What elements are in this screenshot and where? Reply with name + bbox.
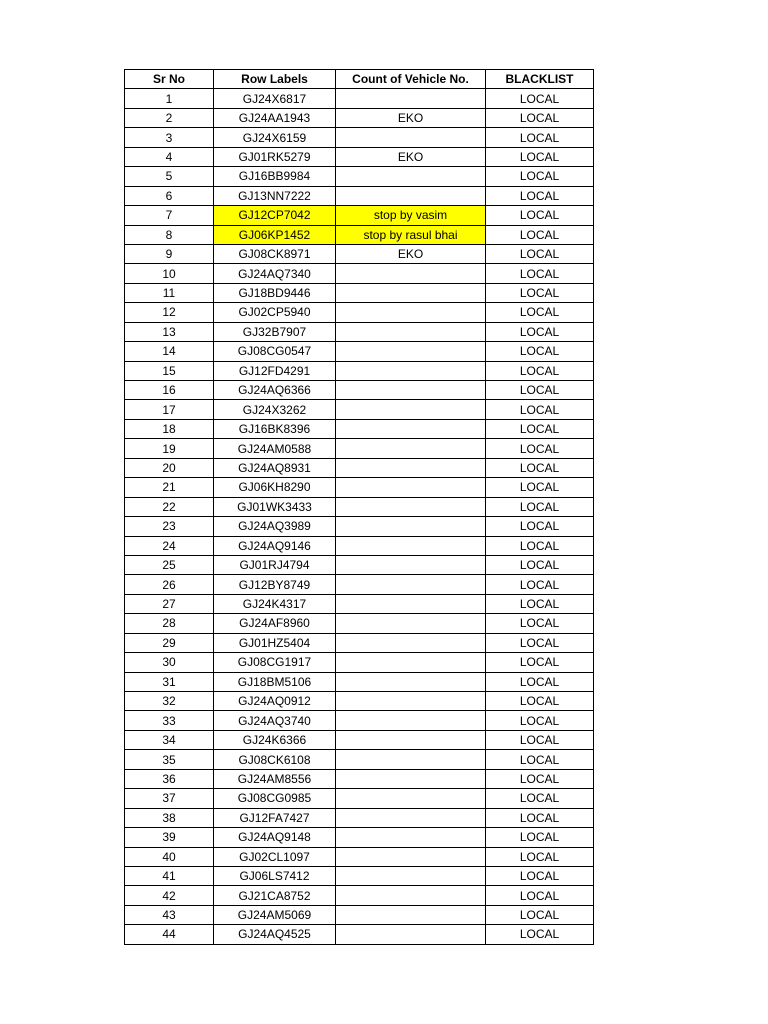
cell-sr-no[interactable]: 11 (125, 283, 214, 302)
cell-blacklist[interactable]: LOCAL (486, 672, 594, 691)
cell-row-label[interactable]: GJ32B7907 (214, 322, 336, 341)
table-row (125, 536, 594, 555)
cell-row-label[interactable]: GJ01HZ5404 (214, 633, 336, 652)
cell-sr-no[interactable]: 20 (125, 458, 214, 477)
cell-sr-no[interactable]: 16 (125, 381, 214, 400)
cell-row-label[interactable]: GJ16BK8396 (214, 419, 336, 438)
cell-count[interactable] (336, 692, 486, 711)
cell-sr-no[interactable]: 27 (125, 594, 214, 613)
table-row (125, 458, 594, 477)
cell-row-label[interactable]: GJ24AQ8931 (214, 458, 336, 477)
table-row (125, 886, 594, 905)
cell-blacklist[interactable]: LOCAL (486, 381, 594, 400)
cell-count[interactable] (336, 789, 486, 808)
table-row (125, 400, 594, 419)
cell-row-label[interactable]: GJ13NN7222 (214, 186, 336, 205)
cell-row-label[interactable]: GJ24AQ0912 (214, 692, 336, 711)
cell-blacklist[interactable]: LOCAL (486, 711, 594, 730)
cell-row-label[interactable]: GJ12FA7427 (214, 808, 336, 827)
cell-blacklist[interactable]: LOCAL (486, 206, 594, 225)
cell-count[interactable] (336, 439, 486, 458)
cell-count[interactable] (336, 128, 486, 147)
cell-row-label[interactable]: GJ08CG0985 (214, 789, 336, 808)
cell-blacklist[interactable]: LOCAL (486, 692, 594, 711)
cell-count[interactable] (336, 361, 486, 380)
cell-sr-no[interactable]: 6 (125, 186, 214, 205)
cell-sr-no[interactable]: 33 (125, 711, 214, 730)
table-row (125, 128, 594, 147)
cell-blacklist[interactable]: LOCAL (486, 89, 594, 108)
cell-sr-no[interactable]: 14 (125, 342, 214, 361)
cell-count[interactable] (336, 575, 486, 594)
table-row (125, 108, 594, 127)
cell-blacklist[interactable]: LOCAL (486, 789, 594, 808)
cell-row-label[interactable]: GJ24K6366 (214, 730, 336, 749)
table-row (125, 381, 594, 400)
table-row (125, 633, 594, 652)
cell-blacklist[interactable]: LOCAL (486, 828, 594, 847)
cell-count[interactable] (336, 536, 486, 555)
cell-sr-no[interactable]: 41 (125, 866, 214, 885)
table-row (125, 89, 594, 108)
cell-blacklist[interactable]: LOCAL (486, 264, 594, 283)
cell-count[interactable] (336, 478, 486, 497)
table-row (125, 147, 594, 166)
table-row (125, 517, 594, 536)
table-row (125, 439, 594, 458)
cell-count[interactable] (336, 167, 486, 186)
cell-sr-no[interactable]: 23 (125, 517, 214, 536)
table-row (125, 419, 594, 438)
header-blacklist[interactable]: BLACKLIST (486, 70, 594, 89)
table-row (125, 555, 594, 574)
cell-sr-no[interactable]: 7 (125, 206, 214, 225)
cell-count[interactable] (336, 750, 486, 769)
cell-blacklist[interactable]: LOCAL (486, 419, 594, 438)
cell-sr-no[interactable]: 1 (125, 89, 214, 108)
table-row (125, 730, 594, 749)
cell-sr-no[interactable]: 3 (125, 128, 214, 147)
cell-count[interactable]: stop by rasul bhai (336, 225, 486, 244)
cell-sr-no[interactable]: 37 (125, 789, 214, 808)
table-row (125, 692, 594, 711)
cell-sr-no[interactable]: 29 (125, 633, 214, 652)
cell-sr-no[interactable]: 12 (125, 303, 214, 322)
cell-blacklist[interactable]: LOCAL (486, 575, 594, 594)
cell-blacklist[interactable]: LOCAL (486, 147, 594, 166)
cell-count[interactable] (336, 711, 486, 730)
cell-sr-no[interactable]: 34 (125, 730, 214, 749)
cell-sr-no[interactable]: 30 (125, 653, 214, 672)
cell-blacklist[interactable]: LOCAL (486, 225, 594, 244)
cell-count[interactable] (336, 866, 486, 885)
cell-blacklist[interactable]: LOCAL (486, 594, 594, 613)
table-row (125, 244, 594, 263)
cell-count[interactable] (336, 303, 486, 322)
cell-row-label[interactable]: GJ24AQ9148 (214, 828, 336, 847)
cell-sr-no[interactable]: 25 (125, 555, 214, 574)
cell-blacklist[interactable]: LOCAL (486, 283, 594, 302)
cell-blacklist[interactable]: LOCAL (486, 517, 594, 536)
cell-count[interactable]: stop by vasim (336, 206, 486, 225)
header-sr-no[interactable]: Sr No (125, 70, 214, 89)
cell-count[interactable] (336, 847, 486, 866)
cell-count[interactable]: EKO (336, 244, 486, 263)
cell-blacklist[interactable]: LOCAL (486, 750, 594, 769)
cell-count[interactable] (336, 400, 486, 419)
cell-row-label[interactable]: GJ24AQ3989 (214, 517, 336, 536)
cell-blacklist[interactable]: LOCAL (486, 905, 594, 924)
table-row (125, 653, 594, 672)
cell-count[interactable] (336, 653, 486, 672)
cell-row-label[interactable]: GJ08CK8971 (214, 244, 336, 263)
cell-sr-no[interactable]: 40 (125, 847, 214, 866)
cell-row-label[interactable]: GJ18BM5106 (214, 672, 336, 691)
cell-row-label[interactable]: GJ24AQ3740 (214, 711, 336, 730)
table-body (125, 89, 594, 944)
cell-count[interactable] (336, 283, 486, 302)
cell-count[interactable] (336, 264, 486, 283)
cell-sr-no[interactable]: 5 (125, 167, 214, 186)
table-row (125, 303, 594, 322)
cell-count[interactable] (336, 672, 486, 691)
table-row (125, 866, 594, 885)
cell-row-label[interactable]: GJ06LS7412 (214, 866, 336, 885)
cell-row-label[interactable]: GJ24AA1943 (214, 108, 336, 127)
cell-count[interactable] (336, 633, 486, 652)
cell-blacklist[interactable]: LOCAL (486, 497, 594, 516)
table-row (125, 283, 594, 302)
cell-row-label[interactable]: GJ12BY8749 (214, 575, 336, 594)
cell-count[interactable] (336, 555, 486, 574)
cell-count[interactable] (336, 905, 486, 924)
cell-sr-no[interactable]: 31 (125, 672, 214, 691)
cell-count[interactable]: EKO (336, 108, 486, 127)
cell-blacklist[interactable]: LOCAL (486, 847, 594, 866)
cell-row-label[interactable]: GJ24AM8556 (214, 769, 336, 788)
cell-row-label[interactable]: GJ02CL1097 (214, 847, 336, 866)
cell-blacklist[interactable]: LOCAL (486, 361, 594, 380)
header-row (125, 70, 594, 89)
header-count-of-vehicle[interactable]: Count of Vehicle No. (336, 70, 486, 89)
table-row (125, 614, 594, 633)
cell-blacklist[interactable]: LOCAL (486, 478, 594, 497)
table-row (125, 905, 594, 924)
vehicle-table (124, 69, 594, 945)
cell-row-label[interactable]: GJ24AF8960 (214, 614, 336, 633)
cell-count[interactable] (336, 769, 486, 788)
cell-sr-no[interactable]: 39 (125, 828, 214, 847)
cell-count[interactable] (336, 828, 486, 847)
table-row (125, 497, 594, 516)
cell-count[interactable] (336, 614, 486, 633)
cell-row-label[interactable]: GJ01RJ4794 (214, 555, 336, 574)
cell-blacklist[interactable]: LOCAL (486, 458, 594, 477)
cell-sr-no[interactable]: 28 (125, 614, 214, 633)
cell-blacklist[interactable]: LOCAL (486, 439, 594, 458)
cell-sr-no[interactable]: 18 (125, 419, 214, 438)
cell-sr-no[interactable]: 10 (125, 264, 214, 283)
cell-sr-no[interactable]: 8 (125, 225, 214, 244)
cell-row-label[interactable]: GJ12CP7042 (214, 206, 336, 225)
cell-sr-no[interactable]: 36 (125, 769, 214, 788)
cell-sr-no[interactable]: 19 (125, 439, 214, 458)
table-row (125, 808, 594, 827)
cell-blacklist[interactable]: LOCAL (486, 342, 594, 361)
table-row (125, 594, 594, 613)
cell-count[interactable] (336, 419, 486, 438)
table-row (125, 167, 594, 186)
table-row (125, 769, 594, 788)
cell-blacklist[interactable]: LOCAL (486, 303, 594, 322)
cell-row-label[interactable]: GJ21CA8752 (214, 886, 336, 905)
cell-sr-no[interactable]: 42 (125, 886, 214, 905)
table-row (125, 847, 594, 866)
cell-count[interactable] (336, 458, 486, 477)
cell-blacklist[interactable]: LOCAL (486, 167, 594, 186)
cell-sr-no[interactable]: 32 (125, 692, 214, 711)
cell-sr-no[interactable]: 38 (125, 808, 214, 827)
cell-sr-no[interactable]: 2 (125, 108, 214, 127)
table-row (125, 828, 594, 847)
cell-blacklist[interactable]: LOCAL (486, 322, 594, 341)
table-row (125, 186, 594, 205)
cell-sr-no[interactable]: 15 (125, 361, 214, 380)
cell-sr-no[interactable]: 43 (125, 905, 214, 924)
cell-sr-no[interactable]: 35 (125, 750, 214, 769)
cell-row-label[interactable]: GJ24X3262 (214, 400, 336, 419)
table-row (125, 361, 594, 380)
cell-count[interactable] (336, 808, 486, 827)
cell-blacklist[interactable]: LOCAL (486, 866, 594, 885)
cell-row-label[interactable]: GJ02CP5940 (214, 303, 336, 322)
cell-count[interactable] (336, 925, 486, 944)
table-row (125, 264, 594, 283)
cell-row-label[interactable]: GJ01RK5279 (214, 147, 336, 166)
cell-blacklist[interactable]: LOCAL (486, 614, 594, 633)
cell-blacklist[interactable]: LOCAL (486, 128, 594, 147)
cell-row-label[interactable]: GJ24K4317 (214, 594, 336, 613)
cell-sr-no[interactable]: 17 (125, 400, 214, 419)
table-row (125, 789, 594, 808)
table-row (125, 322, 594, 341)
cell-blacklist[interactable]: LOCAL (486, 536, 594, 555)
cell-row-label[interactable]: GJ18BD9446 (214, 283, 336, 302)
cell-blacklist[interactable]: LOCAL (486, 186, 594, 205)
cell-count[interactable] (336, 517, 486, 536)
table-row (125, 711, 594, 730)
table-row (125, 478, 594, 497)
cell-blacklist[interactable]: LOCAL (486, 925, 594, 944)
cell-row-label[interactable]: GJ01WK3433 (214, 497, 336, 516)
cell-sr-no[interactable]: 22 (125, 497, 214, 516)
cell-blacklist[interactable]: LOCAL (486, 555, 594, 574)
cell-blacklist[interactable]: LOCAL (486, 653, 594, 672)
cell-blacklist[interactable]: LOCAL (486, 108, 594, 127)
cell-sr-no[interactable]: 24 (125, 536, 214, 555)
cell-row-label[interactable]: GJ24X6159 (214, 128, 336, 147)
cell-row-label[interactable]: GJ16BB9984 (214, 167, 336, 186)
cell-count[interactable] (336, 322, 486, 341)
cell-count[interactable] (336, 342, 486, 361)
cell-blacklist[interactable]: LOCAL (486, 400, 594, 419)
cell-blacklist[interactable]: LOCAL (486, 633, 594, 652)
cell-sr-no[interactable]: 26 (125, 575, 214, 594)
cell-row-label[interactable]: GJ06KP1452 (214, 225, 336, 244)
cell-blacklist[interactable]: LOCAL (486, 808, 594, 827)
cell-blacklist[interactable]: LOCAL (486, 730, 594, 749)
cell-sr-no[interactable]: 9 (125, 244, 214, 263)
cell-row-label[interactable]: GJ24AQ6366 (214, 381, 336, 400)
cell-count[interactable] (336, 886, 486, 905)
cell-row-label[interactable]: GJ08CG0547 (214, 342, 336, 361)
cell-row-label[interactable]: GJ12FD4291 (214, 361, 336, 380)
cell-row-label[interactable]: GJ24AQ7340 (214, 264, 336, 283)
cell-count[interactable] (336, 186, 486, 205)
cell-sr-no[interactable]: 21 (125, 478, 214, 497)
cell-blacklist[interactable]: LOCAL (486, 769, 594, 788)
cell-row-label[interactable]: GJ24X6817 (214, 89, 336, 108)
cell-row-label[interactable]: GJ06KH8290 (214, 478, 336, 497)
table-row (125, 925, 594, 944)
table-row (125, 225, 594, 244)
cell-row-label[interactable]: GJ24AQ4525 (214, 925, 336, 944)
table-row (125, 342, 594, 361)
cell-count[interactable] (336, 594, 486, 613)
cell-blacklist[interactable]: LOCAL (486, 886, 594, 905)
cell-row-label[interactable]: GJ24AQ9146 (214, 536, 336, 555)
cell-count[interactable] (336, 730, 486, 749)
cell-count[interactable]: EKO (336, 147, 486, 166)
cell-row-label[interactable]: GJ24AM5069 (214, 905, 336, 924)
table-row (125, 206, 594, 225)
table-row (125, 672, 594, 691)
table-row (125, 575, 594, 594)
header-row-labels[interactable]: Row Labels (214, 70, 336, 89)
cell-count[interactable] (336, 89, 486, 108)
cell-row-label[interactable]: GJ08CG1917 (214, 653, 336, 672)
cell-count[interactable] (336, 381, 486, 400)
cell-blacklist[interactable]: LOCAL (486, 244, 594, 263)
cell-sr-no[interactable]: 4 (125, 147, 214, 166)
cell-row-label[interactable]: GJ24AM0588 (214, 439, 336, 458)
cell-sr-no[interactable]: 13 (125, 322, 214, 341)
cell-row-label[interactable]: GJ08CK6108 (214, 750, 336, 769)
cell-sr-no[interactable]: 44 (125, 925, 214, 944)
table-row (125, 750, 594, 769)
cell-count[interactable] (336, 497, 486, 516)
